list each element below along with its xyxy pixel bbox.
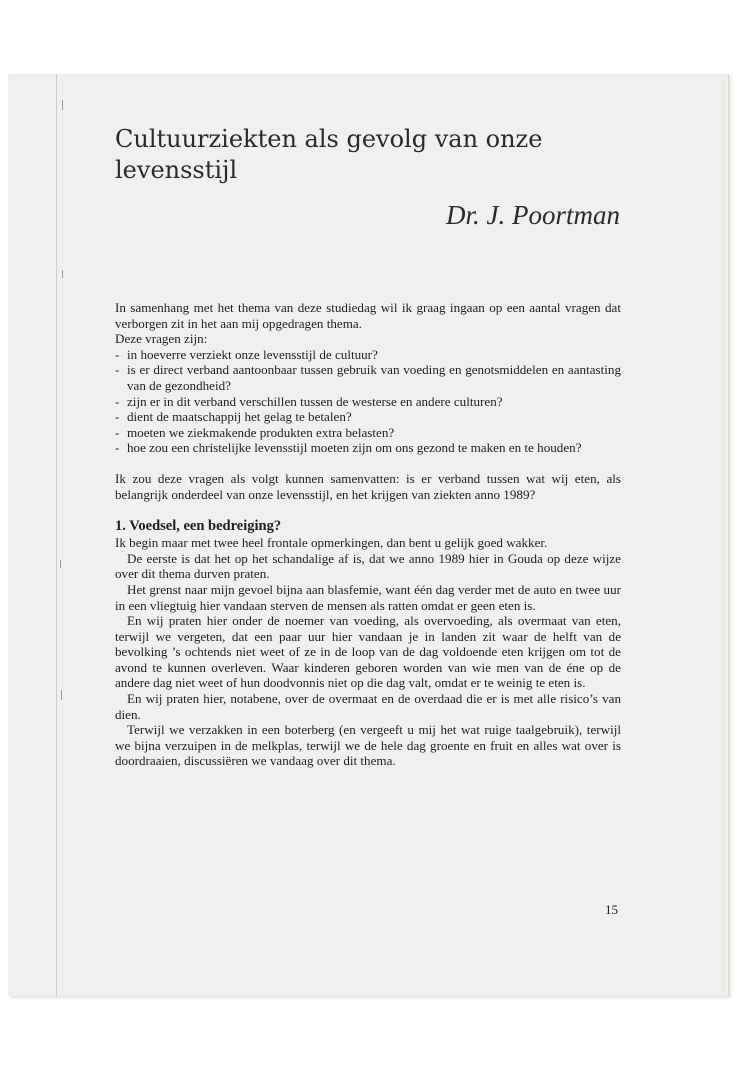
question-item: - zijn er in dit verband verschillen tussen de westerse en andere culturen? — [115, 394, 621, 410]
margin-mark — [62, 100, 63, 110]
margin-mark — [62, 270, 63, 278]
section-heading: 1. Voedsel, een bedreiging? — [115, 518, 282, 535]
question-item: - is er direct verband aantoonbaar tussen gebruik van voeding en genotsmiddelen en aantasting van de gezondheid? — [115, 362, 621, 393]
section-paragraph: Het grenst naar mijn gevoel bijna aan blasfemie, want één dag verder met de auto en twee uur in een vliegtuig hier vandaan sterven de mensen als ratten omdat er geen eten is. — [115, 581, 621, 613]
questions-lead: Deze vragen zijn: — [115, 331, 208, 347]
binding-gutter — [56, 74, 57, 996]
section-paragraph: Ik begin maar met twee heel frontale opmerkingen, dan bent u gelijk goed wakker. — [115, 535, 548, 551]
questions-list — [115, 347, 621, 456]
question-item: - hoe zou een christelijke levensstijl moeten zijn om ons gezond te maken en te houden? — [115, 440, 621, 456]
margin-mark — [60, 560, 61, 568]
section-paragraph: En wij praten hier, notabene, over de overmaat en de overdaad die er is met alle risico’s van dien. — [115, 691, 621, 722]
section-paragraph: Terwijl we verzakken in een boterberg (en vergeeft u mij het wat ruige taalgebruik), terwijl we bijna verzuipen in de melkplas, terwijl we de hele dag groente en fruit en alles wat over is doordraaien, discussiëren we vandaag over dit thema. — [115, 722, 621, 769]
section-paragraph: En wij praten hier onder de noemer van voeding, als overvoeding, als overmaat van eten, terwijl we vergeten, dat een paar uur hier vandaan je in landen zit waar de helft van de bevolking ’s ochtends niet weet of ze in de loop van de dag voldoende eten krijgen om tot de avond te kunnen overleven. Waar kinderen geboren worden van wie men van de éne op de andere dag niet weet of hun doodvonnis niet op die dag valt, omdat er te weinig te eten is. — [115, 613, 621, 691]
intro-paragraph: In samenhang met het thema van deze studiedag wil ik graag ingaan op een aantal vragen dat verborgen zit in het aan mij opgedragen thema. — [115, 300, 621, 331]
paragraph-gap — [115, 502, 621, 517]
page-stack-edge — [722, 80, 728, 992]
summary-paragraph: Ik zou deze vragen als volgt kunnen samenvatten: is er verband tussen wat wij eten, als belangrijk onderdeel van onze levensstijl, en het krijgen van ziekten anno 1989? — [115, 470, 621, 502]
article-author: Dr. J. Poortman — [446, 200, 620, 230]
margin-mark — [61, 690, 62, 700]
article-title: Cultuurziekten als gevolg van onze levensstijl — [115, 125, 543, 184]
question-item: - in hoeverre verziekt onze levensstijl de cultuur? — [115, 347, 621, 363]
article-body — [115, 300, 621, 769]
question-item: - dient de maatschappij het gelag te betalen? — [115, 409, 621, 425]
section-paragraph: De eerste is dat het op het schandalige af is, dat we anno 1989 hier in Gouda op deze wijze over dit thema durven praten. — [115, 550, 621, 582]
page-number: 15 — [605, 902, 618, 917]
paragraph-gap — [115, 456, 621, 471]
question-item: - moeten we ziekmakende produkten extra belasten? — [115, 425, 621, 441]
